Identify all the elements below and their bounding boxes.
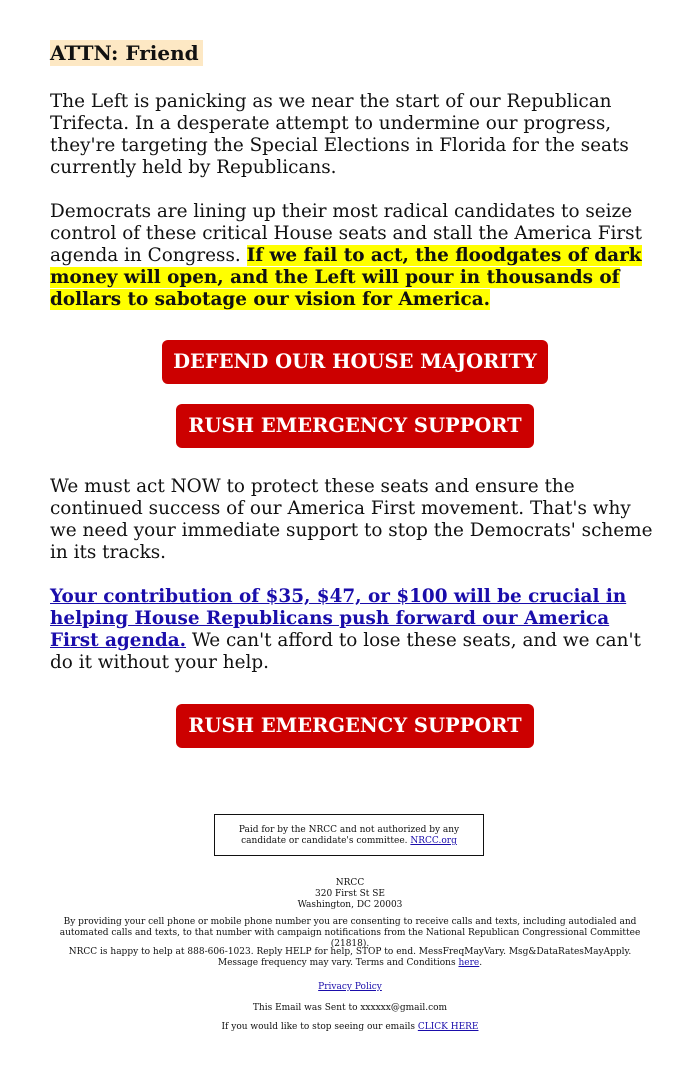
- org-address: [50, 878, 650, 911]
- sent-to-notice: This Email was Sent to xxxxxx@gmail.com: [252, 1003, 448, 1013]
- org-name: NRCC: [335, 878, 365, 888]
- terms-link[interactable]: here: [458, 958, 480, 968]
- email-body: [50, 40, 660, 748]
- sms-help-notice: NRCC is happy to help at 888-606-1023. Reply HELP for help, STOP to end. MessFreqMayVary. Msg&DataRatesMayApply. Message frequency may vary. Terms and Conditions here.: [68, 947, 632, 968]
- privacy-row: [50, 982, 650, 993]
- paid-for-disclaimer: [214, 814, 484, 856]
- defend-house-majority-button[interactable]: DEFEND OUR HOUSE MAJORITY: [162, 340, 548, 384]
- unsubscribe-row: [50, 1022, 650, 1033]
- paragraph-contribution: [50, 586, 660, 674]
- nrcc-org-link[interactable]: NRCC.org: [410, 836, 457, 846]
- org-street: 320 First St SE: [315, 889, 385, 899]
- highlighted-warning: If we fail to act, the floodgates of dark money will open, and the Left will pour in thousands of dollars to sabotage our vision for America.: [50, 245, 642, 310]
- unsubscribe-text: If you would like to stop seeing our emails: [221, 1022, 415, 1032]
- rush-emergency-support-button[interactable]: RUSH EMERGENCY SUPPORT: [176, 404, 533, 448]
- privacy-policy-link[interactable]: Privacy Policy: [318, 982, 382, 992]
- contribution-rest-text: We can't afford to lose these seats, and we can't do it without your help.: [50, 630, 641, 673]
- contribution-link[interactable]: Your contribution of $35, $47, or $100 will be crucial in helping House Republicans push forward our America First agenda.: [50, 586, 627, 651]
- paragraph-intro: The Left is panicking as we near the start of our Republican Trifecta. In a desperate attempt to undermine our progress, they're targeting the Special Elections in Florida for the seats currently held by Republicans.: [50, 91, 629, 178]
- rush-button-row-2: [50, 704, 660, 748]
- sms-help-text: NRCC is happy to help at 888-606-1023. Reply HELP for help, STOP to end. MessFreqMayVary. Msg&DataRatesMayApply. Message frequency may vary. Terms and Conditions: [68, 947, 632, 968]
- consent-notice: By providing your cell phone or mobile phone number you are consenting to receive calls and texts, including autodialed and automated calls and texts, to that number with campaign notifications from the National Republican Congressional Committee (21818).: [59, 917, 641, 949]
- unsubscribe-link[interactable]: CLICK HERE: [417, 1022, 479, 1032]
- paragraph-democrats: [50, 201, 660, 311]
- org-city: Washington, DC 20003: [297, 900, 403, 910]
- rush-emergency-support-button-2[interactable]: RUSH EMERGENCY SUPPORT: [176, 704, 533, 748]
- rush-button-row-1: [50, 404, 660, 448]
- paragraph-act-now: We must act NOW to protect these seats and ensure the continued success of our America First movement. That's why we need your immediate support to stop the Democrats' scheme in its tracks.: [50, 476, 653, 563]
- paid-for-text: Paid for by the NRCC and not authorized by any candidate or candidate's committee.: [238, 825, 460, 846]
- defend-button-row: [50, 340, 660, 384]
- greeting: ATTN: Friend: [50, 40, 203, 66]
- paragraph-democrats-text: Democrats are lining up their most radical candidates to seize control of these critical House seats and stall the America First agenda in Congress.: [50, 201, 642, 266]
